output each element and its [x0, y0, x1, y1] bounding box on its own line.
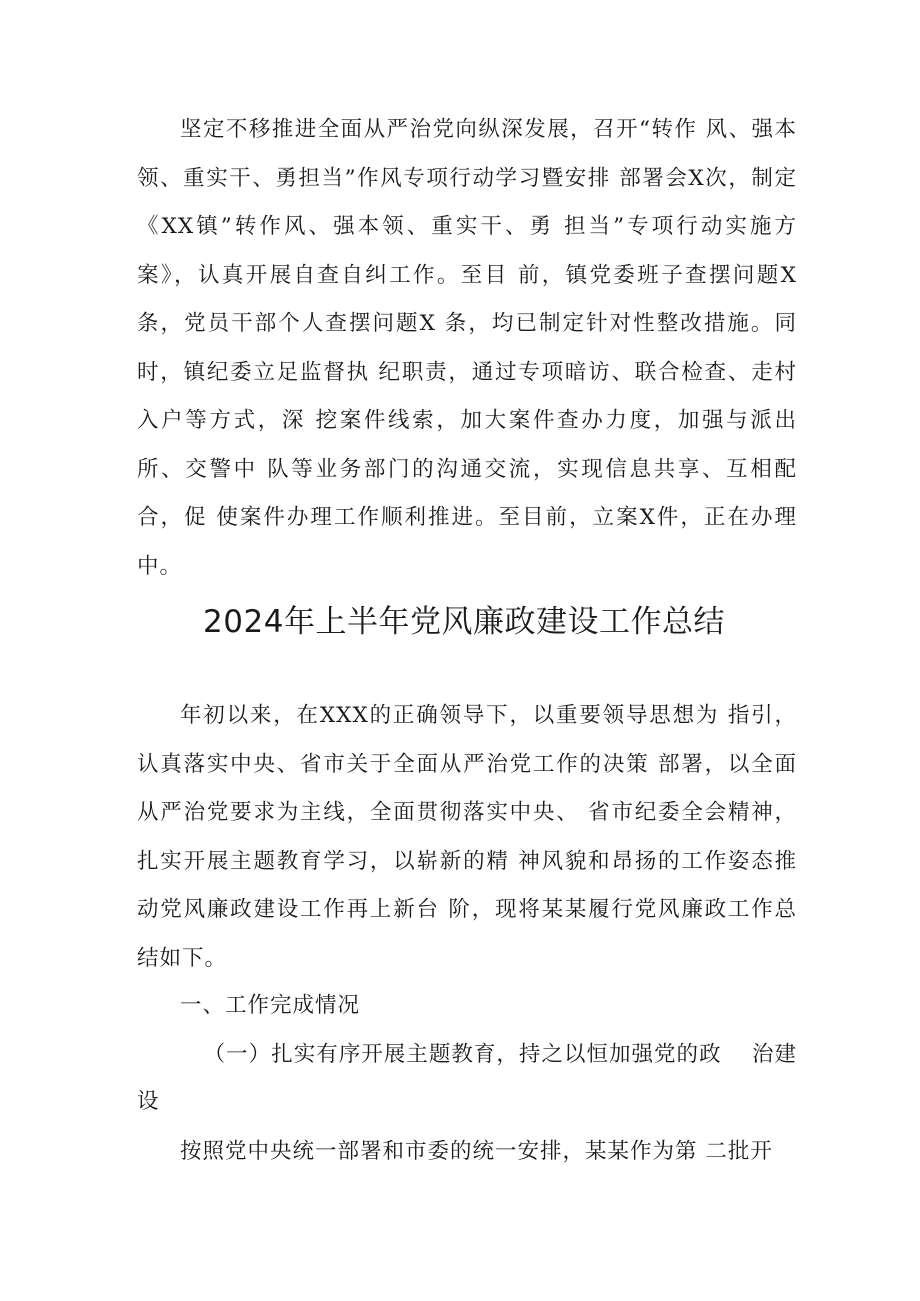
- opening-paragraph: 年初以来，在XXX的正确领导下，以重要领导思想为 指引，认真落实中央、省市关于全面从严治党工作的决策 部署，以全面从严治党要求为主线，全面贯彻落实中央、 省市纪委全会精神，扎实开展主题教育学习，以崭新的精 神风貌和昂扬的工作姿态推动党风廉政建设工作再上新台 阶，现将某某履行党风廉政工作总结如下。: [137, 703, 797, 971]
- body-paragraph: 按照党中央统一部署和市委的统一安排，某某作为第 二批开: [180, 1139, 773, 1164]
- subsection-heading: （一）扎实有序开展主题教育，持之以恒加强党的政 治建设: [137, 1042, 797, 1114]
- document-title: 2024年上半年党风廉政建设工作总结: [203, 604, 725, 640]
- section-heading: 一、工作完成情况: [180, 993, 361, 1018]
- intro-paragraph: 坚定不移推进全面从严治党向纵深发展，召开“转作 风、强本领、重实干、勇担当”作风专项行动学习暨安排 部署会X次，制定《XX镇”转作风、强本领、重实干、勇 担当”专项行动实施方案》，认真开展自查自纠工作。至目 前，镇党委班子查摆问题X条，党员干部个人查摆问题X 条，均已制定针对性整改措施。同时，镇纪委立足监督执 纪职责，通过专项暗访、联合检查、走村入户等方式，深 挖案件线索，加大案件查办力度，加强与派出所、交警中 队等业务部门的沟通交流，实现信息共享、互相配合，促 使案件办理工作顺利推进。至目前，立案X件，正在办理 中。: [137, 117, 797, 579]
